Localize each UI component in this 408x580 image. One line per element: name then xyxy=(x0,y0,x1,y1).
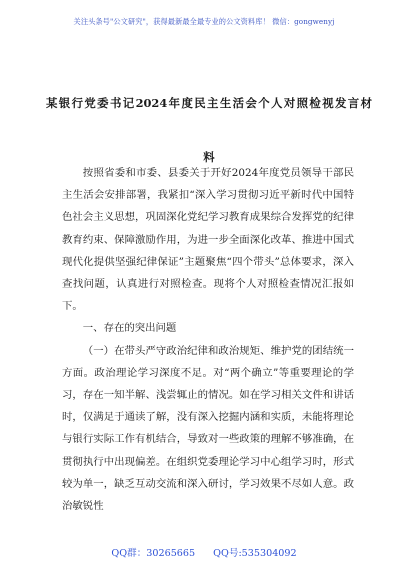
document-body xyxy=(62,162,354,517)
section-heading: 一、存在的突出问题 xyxy=(82,322,177,335)
promo-header: 关注头条号"公文研究"，获得最新最全最专业的公文资料库！ 微信：gongwenyj xyxy=(73,17,335,26)
intro-paragraph: 按照省委和市委、县委关于开好2024年度党员领导干部民主生活会安排部署，我紧扣“深入学习贯彻习近平新时代中国特色社会主义思想，巩固深化党纪学习教育成果综合发挥党的纪律教育约束、保障激励作用，为进一步全面深化改革、推进中国式现代化提供坚强纪律保证”主题聚焦“四个带头”总体要求，深入查找问题，认真进行对照检查。现将个人对照检查情况汇报如下。 xyxy=(62,167,354,313)
footer-contact xyxy=(0,545,408,559)
footer-qq-number: QQ号:535304092 xyxy=(213,548,297,559)
document-title-line-2: 料 xyxy=(203,150,215,164)
footer-qq-group: QQ群：30265665 xyxy=(111,548,196,559)
document-title-line-1: 某银行党委书记2024年度民主生活会个人对照检视发言材 xyxy=(46,96,372,110)
body-paragraph: （一）在带头严守政治纪律和政治规矩、维护党的团结统一方面。政治理论学习深度不足。对“两个确立”等重要理论的学习，存在一知半解、浅尝辄止的情况。如在学习相关文件和讲话时，仅满足于通读了解，没有深入挖掘内涵和实质，未能将理论与银行实际工作有机结合，导致对一些政策的理解不够准确，在贯彻执行中出现偏差。在组织党委理论学习中心组学习时，形式较为单一，缺乏互动交流和深入研讨，学习效果不尽如人意。政治敏锐性 xyxy=(62,344,354,513)
